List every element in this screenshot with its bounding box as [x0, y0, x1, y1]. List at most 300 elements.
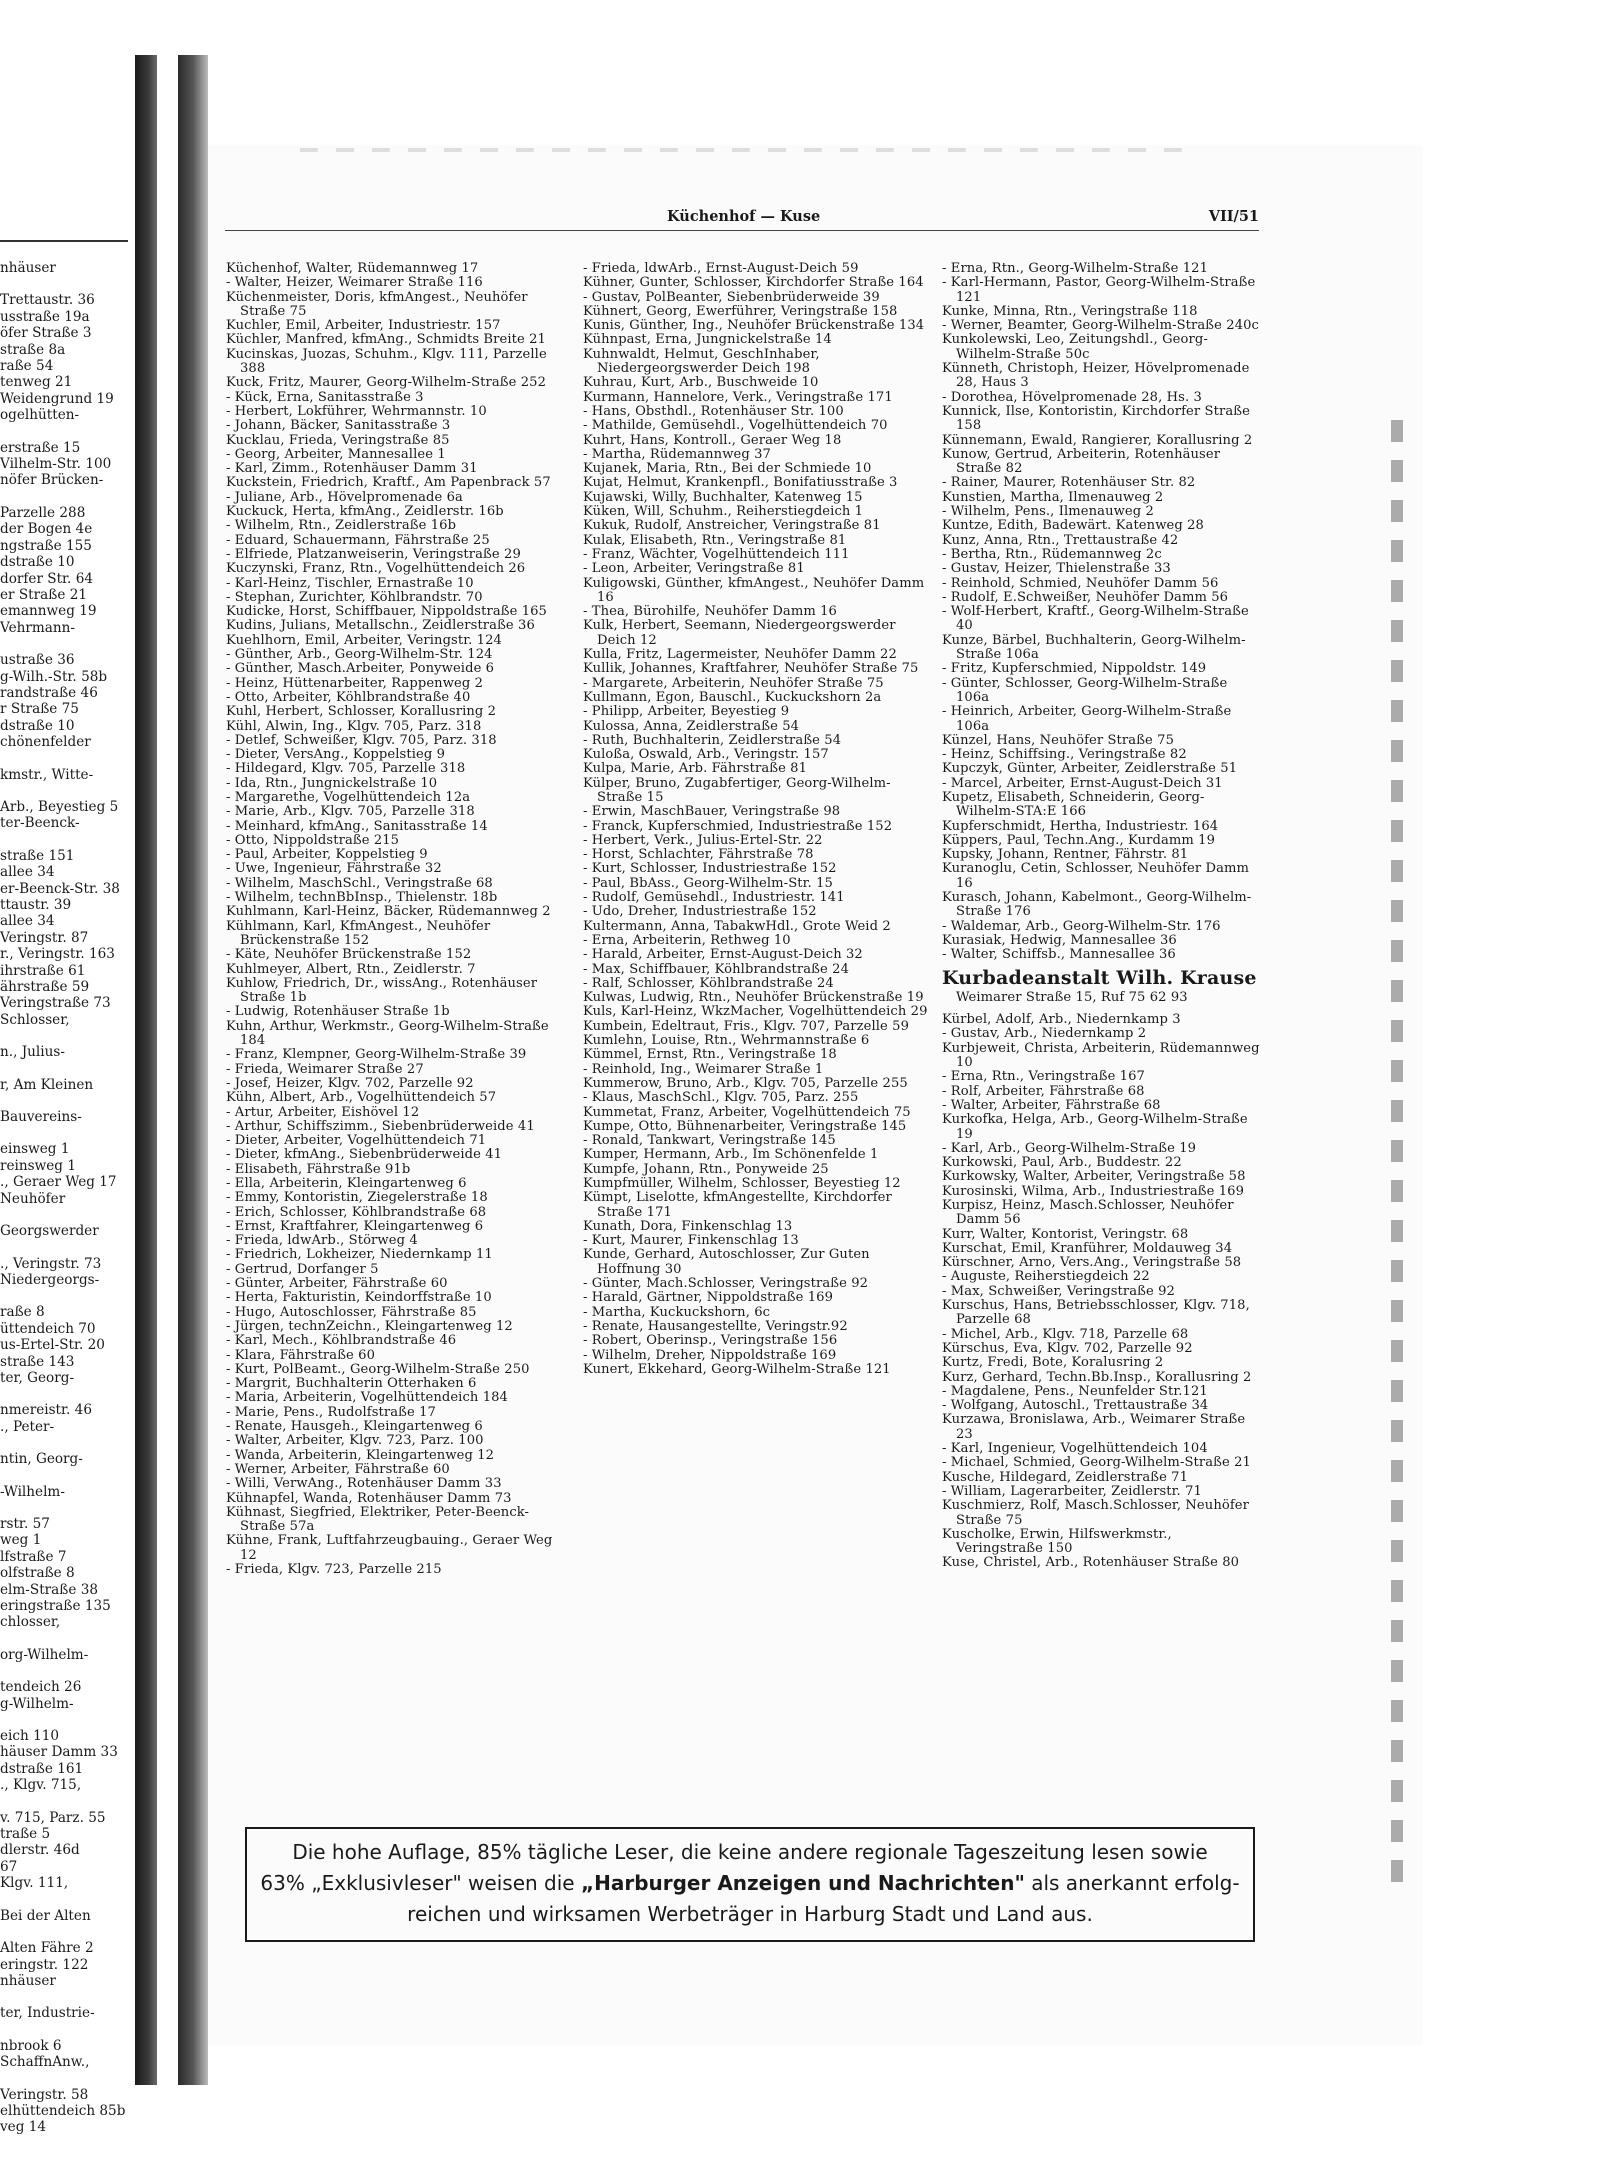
directory-entry: - Frieda, Klgv. 723, Parzelle 215: [226, 1562, 442, 1578]
directory-entry: Künneth, Christoph, Heizer, Hövelpromenade 28, Haus 3: [942, 361, 1250, 391]
directory-entry: dorfer Str. 64: [0, 570, 93, 587]
directory-entry: - Auguste, Reiherstiegdeich 22: [942, 1269, 1150, 1285]
directory-entry: Kulpa, Marie, Arb. Fährstraße 81: [583, 761, 808, 777]
directory-column-1: [226, 262, 571, 1577]
directory-entry: Kürbel, Adolf, Arb., Niedernkamp 3: [942, 1012, 1181, 1028]
directory-entry: Parzelle 288: [0, 504, 86, 521]
company-listing-address: Weimarer Straße 15, Ruf 75 62 93: [956, 989, 1188, 1005]
advert-line-2: [247, 1868, 1253, 1899]
directory-entry: Kukuk, Rudolf, Anstreicher, Veringstraße 81: [583, 518, 881, 534]
directory-entry: - Herbert, Verk., Julius-Ertel-Str. 22: [583, 832, 823, 848]
directory-entry: Kuhrau, Kurt, Arb., Buschweide 10: [583, 375, 819, 391]
directory-entry: [0, 1207, 128, 1223]
directory-entry: Kuschmierz, Rolf, Masch.Schlosser, Neuhöfer Straße 75: [942, 1498, 1249, 1528]
directory-entry: Kumlehn, Louise, Rtn., Wehrmannstraße 6: [583, 1033, 870, 1049]
directory-entry: - Willi, VerwAng., Rotenhäuser Damm 33: [226, 1476, 502, 1492]
directory-entry: - Johann, Bäcker, Sanitasstraße 3: [226, 418, 451, 434]
directory-entry: - Robert, Oberinsp., Veringstraße 156: [583, 1333, 838, 1349]
directory-entry: Kunnick, Ilse, Kontoristin, Kirchdorfer Straße 158: [942, 403, 1250, 434]
directory-entry: Kurosinski, Wilma, Arb., Industriestraße 169: [942, 1183, 1245, 1199]
directory-entry: - Renate, Hausangestellte, Veringstr.92: [583, 1318, 848, 1334]
directory-entry: Küchler, Manfred, kfmAng., Schmidts Breite 21: [226, 332, 546, 348]
directory-entry: Kümpt, Liselotte, kfmAngestellte, Kirchdorfer Straße 171: [583, 1190, 892, 1220]
directory-entry: Kummetat, Franz, Arbeiter, Vogelhüttendeich 75: [583, 1104, 911, 1120]
directory-entry: öfer Straße 3: [0, 325, 92, 342]
directory-entry: - Juliane, Arb., Hövelpromenade 6a: [226, 489, 463, 505]
directory-entry: SchaffnAnw.,: [0, 2054, 90, 2071]
directory-entry: Kühnpast, Erna, Jungnickelstraße 14: [583, 332, 832, 348]
directory-entry: eringstr. 122: [0, 1956, 89, 1973]
directory-entry: - Franz, Wächter, Vogelhüttendeich 111: [583, 546, 850, 562]
directory-entry: Kürschus, Eva, Klgv. 702, Parzelle 92: [942, 1340, 1193, 1356]
directory-entry: - Frieda, ldwArb., Ernst-August-Deich 59: [583, 261, 859, 276]
directory-entry: - Karl-Heinz, Tischler, Ernastraße 10: [226, 575, 474, 591]
directory-entry: Kuck, Fritz, Maurer, Georg-Wilhelm-Straße 252: [226, 375, 547, 391]
directory-entry: Kuczynski, Franz, Rtn., Vogelhüttendeich 26: [226, 561, 526, 577]
directory-entry: - Günter, Mach.Schlosser, Veringstraße 92: [583, 1276, 869, 1292]
directory-entry: - Michael, Schmied, Georg-Wilhelm-Straße 21: [942, 1455, 1251, 1471]
directory-entry: dstraße 10: [0, 717, 75, 734]
directory-entry: - Günter, Arbeiter, Fährstraße 60: [226, 1276, 448, 1292]
directory-entry: - Margrit, Buchhalterin Otterhaken 6: [226, 1376, 477, 1392]
directory-entry: [0, 1386, 128, 1402]
directory-entry: - Ernst, Kraftfahrer, Kleingartenweg 6: [226, 1218, 484, 1234]
directory-entry: einsweg 1: [0, 1141, 70, 1158]
directory-entry: ., Geraer Weg 17: [0, 1174, 117, 1191]
directory-entry: us-Ertel-Str. 20: [0, 1337, 105, 1354]
directory-entry: - Josef, Heizer, Klgv. 702, Parzelle 92: [226, 1075, 474, 1091]
directory-entry: Kujawski, Willy, Buchhalter, Katenweg 15: [583, 489, 863, 505]
directory-entry: Küchenmeister, Doris, kfmAngest., Neuhöfer Straße 75: [226, 289, 528, 319]
directory-entry: Kuehlhorn, Emil, Arbeiter, Veringstr. 124: [226, 632, 502, 648]
directory-entry: Veringstr. 58: [0, 2086, 89, 2103]
directory-entry: Kunkolewski, Leo, Zeitungshdl., Georg-Wilhelm-Straße 50c: [942, 332, 1208, 362]
directory-entry: Kumpfmüller, Wilhelm, Schlosser, Beyestieg 12: [583, 1176, 901, 1191]
directory-entry: elm-Straße 38: [0, 1581, 98, 1598]
directory-entry: elhüttendeich 85b: [0, 2102, 126, 2119]
directory-entry: Kühn, Albert, Arb., Vogelhüttendeich 57: [226, 1090, 497, 1106]
directory-entry: Kuhnwaldt, Helmut, GeschInhaber, Niedergeorgswerder Deich 198: [583, 346, 820, 377]
advert-line-2-start: 63% „Exklusivleser" weisen die: [260, 1871, 581, 1895]
directory-entry: - Margarethe, Vogelhüttendeich 12a: [226, 789, 471, 805]
directory-entry: - Bertha, Rtn., Rüdemannweg 2c: [942, 546, 1162, 562]
directory-entry: ihrstraße 61: [0, 962, 86, 979]
directory-entry: - Eduard, Schauermann, Fährstraße 25: [226, 532, 490, 548]
directory-entry: - Gustav, Arb., Niedernkamp 2: [942, 1026, 1147, 1042]
directory-entry: er-Beenck-Str. 38: [0, 880, 120, 897]
directory-entry: Kurasch, Johann, Kabelmont., Georg-Wilhelm-Straße 176: [942, 890, 1252, 920]
directory-entry: randstraße 46: [0, 684, 98, 701]
directory-entry: Kunze, Bärbel, Buchhalterin, Georg-Wilhelm-Straße 106a: [942, 632, 1246, 663]
directory-entry: - Georg, Arbeiter, Mannesallee 1: [226, 446, 446, 462]
directory-entry: Klgv. 111,: [0, 1875, 69, 1892]
directory-entry: [0, 1794, 128, 1810]
directory-entry: Kurschat, Emil, Kranführer, Moldauweg 34: [942, 1240, 1233, 1256]
directory-entry: - Emmy, Kontoristin, Ziegelerstraße 18: [226, 1190, 488, 1206]
directory-entry: veg 14: [0, 2119, 47, 2136]
directory-entry: Künzel, Hans, Neuhöfer Straße 75: [942, 732, 1175, 748]
directory-entry: [0, 276, 128, 292]
directory-entry: Kunz, Anna, Rtn., Trettaustraße 42: [942, 532, 1179, 548]
directory-entry: [0, 1663, 128, 1679]
directory-entry: straße 143: [0, 1353, 75, 1370]
directory-entry: - Marcel, Arbeiter, Ernst-August-Deich 31: [942, 775, 1223, 791]
directory-entry: - Elfriede, Platzanweiserin, Veringstraße 29: [226, 546, 521, 562]
advert-newspaper-name: „Harburger Anzeigen und Nachrichten": [580, 1871, 1025, 1895]
directory-entry: - Marie, Arb., Klgv. 705, Parzelle 318: [226, 804, 475, 820]
directory-entry: org-Wilhelm-: [0, 1646, 89, 1663]
directory-entry: Kunde, Gerhard, Autoschlosser, Zur Guten Hoffnung 30: [583, 1247, 870, 1277]
left-page-fragment: [0, 240, 128, 2136]
directory-entry: - Käte, Neuhöfer Brückenstraße 152: [226, 947, 472, 963]
directory-entry: Vilhelm-Str. 100: [0, 456, 112, 473]
directory-entry: Schlosser,: [0, 1011, 70, 1028]
directory-entry: ogelhütten-: [0, 407, 80, 424]
directory-entry: - Hildegard, Klgv. 705, Parzelle 318: [226, 761, 466, 777]
directory-entry: Kuchler, Emil, Arbeiter, Industriestr. 157: [226, 318, 501, 334]
directory-entry: Kurpisz, Heinz, Masch.Schlosser, Neuhöfer Damm 56: [942, 1198, 1234, 1228]
directory-entry: chlosser,: [0, 1614, 61, 1631]
directory-entry: - Renate, Hausgeh., Kleingartenweg 6: [226, 1419, 483, 1435]
directory-entry: ., Klgv. 715,: [0, 1777, 82, 1794]
directory-entry: Alten Fähre 2: [0, 1940, 94, 1957]
directory-entry: [0, 1061, 128, 1077]
directory-entry: - Wanda, Arbeiterin, Kleingartenweg 12: [226, 1447, 495, 1463]
directory-entry: - Rudolf, E.Schweißer, Neuhöfer Damm 56: [942, 589, 1229, 605]
directory-entry: - Walter, Schiffsb., Mannesallee 36: [942, 947, 1176, 963]
directory-entry: - Dieter, VersAng., Koppelstieg 9: [226, 747, 446, 763]
directory-entry: - Udo, Dreher, Industriestraße 152: [583, 904, 817, 920]
directory-entry: Kunath, Dora, Finkenschlag 13: [583, 1218, 793, 1234]
directory-entry: - Frieda, ldwArb., Störweg 4: [226, 1233, 418, 1249]
directory-entry: allee 34: [0, 864, 55, 881]
directory-entry: - Ralf, Schlosser, Köhlbrandstraße 24: [583, 975, 834, 991]
directory-entry: - Karl, Arb., Georg-Wilhelm-Straße 19: [942, 1140, 1197, 1156]
directory-entry: [0, 1924, 128, 1940]
directory-entry: rstr. 57: [0, 1515, 50, 1532]
directory-entry: Kupferschmidt, Hertha, Industriestr. 164: [942, 818, 1219, 834]
advert-line-2-end: als anerkannt erfolg-: [1024, 1871, 1240, 1895]
directory-entry: nhäuser: [0, 1972, 56, 1989]
faded-bleed-through: [300, 148, 1200, 152]
directory-entry: Kühnast, Siegfried, Elektriker, Peter-Beenck-Straße 57a: [226, 1504, 530, 1535]
directory-entry: nöfer Brücken-: [0, 472, 104, 489]
directory-entry: - Wilhelm, MaschSchl., Veringstraße 68: [226, 875, 493, 891]
directory-entry: Kucinskas, Juozas, Schuhm., Klgv. 111, Parzelle 388: [226, 346, 547, 377]
directory-entry: Kulk, Herbert, Seemann, Niedergeorgswerder Deich 12: [583, 618, 896, 648]
directory-entry: emannweg 19: [0, 603, 97, 620]
directory-entry: ährstraße 59: [0, 979, 90, 996]
directory-entry: Neuhöfer: [0, 1190, 66, 1207]
directory-entry: Küppers, Paul, Techn.Ang., Kurdamm 19: [942, 832, 1216, 848]
directory-entry: - Hans, Obsthdl., Rotenhäuser Str. 100: [583, 403, 844, 419]
directory-entry: olfstraße 8: [0, 1565, 75, 1582]
directory-entry: - Kück, Erna, Sanitasstraße 3: [226, 389, 424, 405]
directory-entry: - Ella, Arbeiterin, Kleingartenweg 6: [226, 1176, 467, 1191]
column-3-entries-top: [942, 262, 1262, 963]
directory-entry: [0, 1989, 128, 2005]
directory-entry: - Harald, Arbeiter, Ernst-August-Deich 32: [583, 947, 863, 963]
directory-entry: - Herbert, Lokführer, Wehrmannstr. 10: [226, 403, 487, 419]
directory-entry: Kurkowsky, Walter, Arbeiter, Veringstraße 58: [942, 1169, 1246, 1185]
directory-entry: - Waldemar, Arb., Georg-Wilhelm-Str. 176: [942, 918, 1221, 934]
directory-entry: - Werner, Beamter, Georg-Wilhelm-Straße 240c: [942, 318, 1259, 334]
directory-entry: - Martha, Rüdemannweg 37: [583, 446, 771, 462]
directory-entry: - Rolf, Arbeiter, Fährstraße 68: [942, 1083, 1145, 1099]
directory-entry: - Mathilde, Gemüsehdl., Vogelhüttendeich 70: [583, 418, 888, 434]
book-gutter-left: [135, 55, 157, 2085]
directory-entry: - Karl-Hermann, Pastor, Georg-Wilhelm-Straße 121: [942, 275, 1256, 305]
directory-entry: [0, 1240, 128, 1256]
directory-entry: Külper, Bruno, Zugabfertiger, Georg-Wilhelm-Straße 15: [583, 775, 891, 805]
directory-entry: Kuranoglu, Cetin, Schlosser, Neuhöfer Damm 16: [942, 861, 1250, 891]
directory-entry: [0, 832, 128, 848]
directory-entry: - Paul, Arbeiter, Koppelstieg 9: [226, 847, 428, 863]
directory-entry: Kumpfe, Johann, Rtn., Ponyweide 25: [583, 1161, 829, 1177]
directory-entry: Kupczyk, Günter, Arbeiter, Zeidlerstraße 51: [942, 761, 1238, 777]
directory-entry: Kudicke, Horst, Schiffbauer, Nippoldstraße 165: [226, 604, 547, 620]
directory-entry: ustraße 36: [0, 652, 75, 669]
directory-entry: Kurschus, Hans, Betriebsschlosser, Klgv. 718, Parzelle 68: [942, 1298, 1250, 1328]
directory-entry: Bauvereins-: [0, 1109, 82, 1126]
directory-entry: Kuhn, Arthur, Werkmstr., Georg-Wilhelm-Straße 184: [226, 1018, 549, 1049]
directory-entry: Kullmann, Egon, Bauschl., Kuckuckshorn 2a: [583, 689, 882, 705]
directory-entry: n., Julius-: [0, 1044, 65, 1061]
directory-entry: - Marie, Pens., Rudolfstraße 17: [226, 1404, 436, 1420]
directory-entry: Kupetz, Elisabeth, Schneiderin, Georg-Wilhelm-STA:E 166: [942, 789, 1205, 820]
directory-entry: eich 110: [0, 1728, 60, 1745]
directory-entry: - Erna, Arbeiterin, Rethweg 10: [583, 932, 791, 948]
directory-entry: Kurbjeweit, Christa, Arbeiterin, Rüdemannweg 10: [942, 1040, 1260, 1071]
directory-entry: tendeich 26: [0, 1679, 82, 1696]
directory-entry: - Frieda, Weimarer Straße 27: [226, 1061, 424, 1077]
directory-entry: Kurz, Gerhard, Techn.Bb.Insp., Korallusring 2: [942, 1369, 1252, 1385]
directory-entry: r., Veringstr. 163: [0, 946, 115, 963]
directory-entry: - Franz, Klempner, Georg-Wilhelm-Straße 39: [226, 1047, 527, 1063]
directory-entry: - Wilhelm, Pens., Ilmenauweg 2: [942, 504, 1154, 520]
directory-entry: [0, 1631, 128, 1647]
column-3-entries-bottom: [942, 1013, 1262, 1571]
directory-entry: - Wolfgang, Autoschl., Trettaustraße 34: [942, 1398, 1209, 1414]
directory-entry: Kühne, Frank, Luftfahrzeugbauing., Geraer Weg 12: [226, 1533, 553, 1563]
directory-entry: - Hugo, Autoschlosser, Fährstraße 85: [226, 1304, 477, 1320]
directory-entry: ntin, Georg-: [0, 1451, 83, 1468]
directory-entry: - Maria, Arbeiterin, Vogelhüttendeich 184: [226, 1390, 508, 1406]
directory-entry: - Dorothea, Hövelpromenade 28, Hs. 3: [942, 389, 1202, 405]
directory-entry: [0, 1468, 128, 1484]
directory-entry: ter, Georg-: [0, 1369, 75, 1386]
directory-entry: Georgswerder: [0, 1223, 99, 1240]
directory-entry: - Margarete, Arbeiterin, Neuhöfer Straße 75: [583, 675, 884, 691]
directory-entry: g-Wilhelm-: [0, 1695, 74, 1712]
directory-entry: eringstraße 135: [0, 1598, 111, 1614]
directory-entry: Kunis, Günther, Ing., Neuhöfer Brückenstraße 134: [583, 318, 925, 334]
directory-entry: der Bogen 4e: [0, 521, 93, 538]
directory-entry: lfstraße 7: [0, 1548, 67, 1565]
directory-entry: Vehrmann-: [0, 619, 75, 636]
directory-entry: Kuhlmeyer, Albert, Rtn., Zeidlerstr. 7: [226, 961, 476, 977]
directory-entry: Kujanek, Maria, Rtn., Bei der Schmiede 10: [583, 461, 872, 477]
directory-entry: [0, 424, 128, 440]
directory-entry: Kuhlmann, Karl-Heinz, Bäcker, Rüdemannweg 2: [226, 904, 551, 920]
directory-entry: [0, 2071, 128, 2087]
directory-entry: - Erna, Rtn., Veringstraße 167: [942, 1069, 1145, 1085]
directory-entry: Kultermann, Anna, TabakwHdl., Grote Weid 2: [583, 918, 891, 934]
directory-entry: - Kurt, Schlosser, Industriestraße 152: [583, 861, 837, 877]
directory-entry: - Günther, Arb., Georg-Wilhelm-Str. 124: [226, 647, 493, 663]
directory-entry: - Ruth, Buchhalterin, Zeidlerstraße 54: [583, 732, 842, 748]
directory-entry: - Wilhelm, Rtn., Zeidlerstraße 16b: [226, 518, 457, 534]
directory-entry: häuser Damm 33: [0, 1744, 118, 1761]
directory-entry: - Franck, Kupferschmied, Industriestraße 152: [583, 818, 893, 834]
directory-entry: - Werner, Arbeiter, Fährstraße 60: [226, 1461, 450, 1477]
directory-entry: - Erich, Schlosser, Köhlbrandstraße 68: [226, 1204, 487, 1220]
directory-entry: - Ida, Rtn., Jungnickelstraße 10: [226, 775, 438, 791]
directory-entry: - Dieter, Arbeiter, Vogelhüttendeich 71: [226, 1133, 487, 1149]
directory-entry: Kühl, Alwin, Ing., Klgv. 705, Parz. 318: [226, 718, 482, 734]
directory-entry: - Günter, Schlosser, Georg-Wilhelm-Straße 106a: [942, 675, 1228, 705]
directory-entry: - Stephan, Zurichter, Köhlbrandstr. 70: [226, 589, 483, 605]
directory-entry: reinsweg 1: [0, 1157, 76, 1174]
directory-entry: [0, 751, 128, 767]
directory-entry: - Thea, Bürohilfe, Neuhöfer Damm 16: [583, 604, 837, 620]
directory-entry: [0, 1500, 128, 1516]
directory-entry: [0, 636, 128, 652]
directory-entry: Kucklau, Frieda, Veringstraße 85: [226, 432, 450, 448]
directory-entry: - Walter, Heizer, Weimarer Straße 116: [226, 275, 483, 291]
directory-entry: - Michel, Arb., Klgv. 718, Parzelle 68: [942, 1326, 1189, 1342]
directory-entry: Kurmann, Hannelore, Verk., Veringstraße 171: [583, 389, 893, 405]
directory-entry: nbrook 6: [0, 2037, 62, 2054]
directory-entry: weg 1: [0, 1532, 42, 1549]
directory-entry: er Straße 21: [0, 586, 87, 603]
directory-entry: - Max, Schweißer, Veringstraße 92: [942, 1283, 1175, 1299]
directory-entry: ttaustr. 39: [0, 897, 72, 913]
directory-entry: - Arthur, Schiffszimm., Siebenbrüderweide 41: [226, 1118, 535, 1134]
directory-entry: Kummerow, Bruno, Arb., Klgv. 705, Parzelle 255: [583, 1075, 908, 1091]
directory-entry: - Friedrich, Lokheizer, Niedernkamp 11: [226, 1247, 493, 1263]
directory-entry: Kuloßa, Oswald, Arb., Veringstr. 157: [583, 747, 829, 763]
directory-entry: nmereistr. 46: [0, 1402, 92, 1419]
directory-column-2: [583, 262, 928, 1377]
directory-entry: - Heinz, Schiffsing., Veringstraße 82: [942, 747, 1187, 763]
directory-entry: - Reinhold, Schmied, Neuhöfer Damm 56: [942, 575, 1219, 591]
directory-entry: - Max, Schiffbauer, Köhlbrandstraße 24: [583, 961, 849, 977]
directory-column-3: [942, 262, 1262, 1571]
directory-entry: Kurkowski, Paul, Arb., Buddestr. 22: [942, 1155, 1182, 1171]
directory-entry: - Martha, Kuckuckshorn, 6c: [583, 1304, 771, 1320]
directory-entry: Kuckuck, Herta, kfmAng., Zeidlerstr. 16b: [226, 504, 504, 520]
advert-line-3: reichen und wirksamen Werbeträger in Harburg Stadt und Land aus.: [407, 1902, 1093, 1926]
directory-entry: Kühnapfel, Wanda, Rotenhäuser Damm 73: [226, 1490, 512, 1506]
directory-entry: - Erna, Rtn., Georg-Wilhelm-Straße 121: [942, 261, 1209, 276]
directory-entry: - Jürgen, technZeichn., Kleingartenweg 12: [226, 1318, 513, 1334]
page-number: VII/51: [1208, 208, 1259, 225]
directory-entry: Kulak, Elisabeth, Rtn., Veringstraße 81: [583, 532, 847, 548]
directory-entry: traße 5: [0, 1826, 51, 1843]
directory-entry: [0, 1125, 128, 1141]
directory-entry: Kühlmann, Karl, KfmAngest., Neuhöfer Brückenstraße 152: [226, 918, 491, 948]
directory-entry: Kühnert, Georg, Ewerführer, Veringstraße 158: [583, 303, 898, 319]
directory-entry: - Dieter, kfmAng., Siebenbrüderweide 41: [226, 1147, 503, 1163]
directory-entry: 67: [0, 1858, 18, 1875]
directory-entry: Bei der Alten: [0, 1907, 91, 1924]
directory-entry: - Artur, Arbeiter, Eishövel 12: [226, 1104, 420, 1120]
left-page-rule: [0, 240, 128, 242]
directory-entry: g-Wilh.-Str. 58b: [0, 668, 108, 685]
directory-entry: Kunstien, Martha, Ilmenauweg 2: [942, 489, 1164, 505]
directory-entry: - William, Lagerarbeiter, Zeidlerstr. 71: [942, 1483, 1202, 1499]
directory-entry: dstraße 161: [0, 1760, 84, 1777]
directory-entry: - Paul, BbAss., Georg-Wilhelm-Str. 15: [583, 875, 833, 891]
directory-entry: Veringstr. 87: [0, 929, 89, 946]
directory-entry: - Otto, Nippoldstraße 215: [226, 832, 400, 848]
page-header: [225, 208, 1259, 230]
directory-entry: - Wilhelm, Dreher, Nippoldstraße 169: [583, 1347, 837, 1363]
directory-entry: - Karl, Zimm., Rotenhäuser Damm 31: [226, 461, 478, 477]
directory-entry: - Uwe, Ingenieur, Fährstraße 32: [226, 861, 442, 877]
directory-entry: straße 151: [0, 847, 75, 864]
directory-entry: Kürschner, Arno, Vers.Ang., Veringstraße 58: [942, 1255, 1242, 1271]
directory-entry: - Otto, Arbeiter, Köhlbrandstraße 40: [226, 689, 471, 705]
directory-entry: Künnemann, Ewald, Rangierer, Korallusring 2: [942, 432, 1253, 448]
directory-entry: - Walter, Arbeiter, Fährstraße 68: [942, 1097, 1161, 1113]
directory-entry: - Harald, Gärtner, Nippoldstraße 169: [583, 1290, 834, 1306]
advertisement-box: [245, 1827, 1255, 1942]
directory-entry: Kuckstein, Friedrich, Kraftf., Am Papenbrack 57: [226, 475, 551, 491]
directory-entry: r, Am Kleinen: [0, 1076, 94, 1093]
directory-entry: - Wolf-Herbert, Kraftf., Georg-Wilhelm-Straße 40: [942, 604, 1249, 634]
directory-entry: - Heinz, Hüttenarbeiter, Rappenweg 2: [226, 675, 484, 691]
directory-entry: Trettaustr. 36: [0, 292, 95, 309]
directory-entry: - Meinhard, kfmAng., Sanitasstraße 14: [226, 818, 488, 834]
directory-entry: Kunke, Minna, Rtn., Veringstraße 118: [942, 303, 1198, 319]
directory-entry: r Straße 75: [0, 701, 79, 718]
directory-entry: - Ludwig, Rotenhäuser Straße 1b: [226, 1004, 450, 1020]
directory-entry: - Günther, Masch.Arbeiter, Ponyweide 6: [226, 661, 495, 677]
directory-entry: tenweg 21: [0, 374, 73, 391]
directory-entry: Kulossa, Anna, Zeidlerstraße 54: [583, 718, 800, 734]
directory-entry: - Kurt, Maurer, Finkenschlag 13: [583, 1233, 799, 1249]
directory-entry: - Karl, Mech., Köhlbrandstraße 46: [226, 1333, 457, 1349]
directory-entry: Kumpe, Otto, Bühnenarbeiter, Veringstraße 145: [583, 1118, 907, 1134]
directory-entry: - Kurt, PolBeamt., Georg-Wilhelm-Straße 250: [226, 1361, 530, 1377]
directory-entry: Kuhlow, Friedrich, Dr., wissAng., Rotenhäuser Straße 1b: [226, 975, 538, 1006]
directory-entry: v. 715, Parz. 55: [0, 1809, 106, 1826]
directory-entry: ., Veringstr. 73: [0, 1255, 102, 1272]
directory-entry: [0, 489, 128, 505]
directory-entry: raße 8: [0, 1304, 45, 1321]
right-edge-shadow: [1385, 420, 1411, 1970]
directory-entry: - Gustav, PolBeanter, Siebenbrüderweide 39: [583, 289, 880, 305]
directory-entry: Kuhrt, Hans, Kontroll., Geraer Weg 18: [583, 432, 842, 448]
directory-entry: Kurtz, Fredi, Bote, Koralusring 2: [942, 1355, 1164, 1371]
directory-entry: Kuscholke, Erwin, Hilfswerkmstr., Veringstraße 150: [942, 1526, 1172, 1557]
directory-entry: usstraße 19a: [0, 308, 90, 325]
directory-entry: chönenfelder: [0, 734, 91, 751]
directory-entry: - Wilhelm, technBbInsp., Thielenstr. 18b: [226, 890, 498, 906]
directory-entry: - Karl, Ingenieur, Vogelhüttendeich 104: [942, 1441, 1208, 1457]
directory-entry: raße 54: [0, 358, 54, 375]
directory-entry: - Klara, Fährstraße 60: [226, 1347, 376, 1363]
directory-entry: Kurkofka, Helga, Arb., Georg-Wilhelm-Straße 19: [942, 1112, 1248, 1142]
directory-entry: Kuntze, Edith, Badewärt. Katenweg 28: [942, 518, 1204, 534]
directory-entry: Kuligowski, Günther, kfmAngest., Neuhöfer Damm 16: [583, 575, 925, 605]
directory-entry: - Reinhold, Ing., Weimarer Straße 1: [583, 1061, 824, 1077]
directory-entry: Kurr, Walter, Kontorist, Veringstr. 68: [942, 1226, 1189, 1242]
directory-entry: Kunow, Gertrud, Arbeiterin, Rotenhäuser Straße 82: [942, 446, 1221, 477]
directory-entry: Kunert, Ekkehard, Georg-Wilhelm-Straße 121: [583, 1361, 891, 1377]
